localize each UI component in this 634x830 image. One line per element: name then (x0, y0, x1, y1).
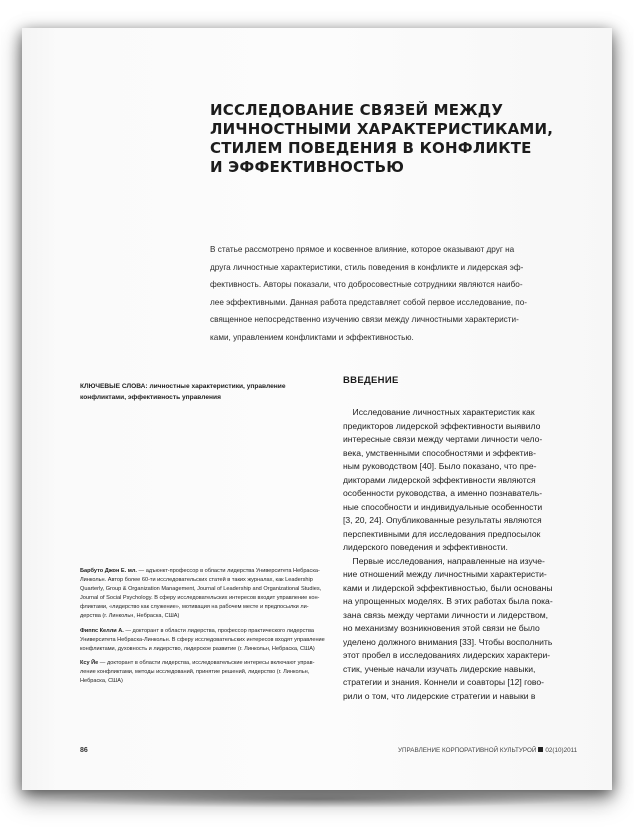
body-line: стик, ученые начали изучать лидерские навыки, (343, 663, 536, 674)
title-line: СТИЛЕМ ПОВЕДЕНИЯ В КОНФЛИКТЕ (210, 139, 532, 157)
body-line: Первые исследования, направленные на изуче- (343, 555, 545, 566)
body-line: ками и лидерской эффективностью, были основаны (343, 582, 553, 593)
author-note-line (80, 659, 332, 668)
body-line: зана связь между чертами личности и лидерством, (343, 609, 549, 620)
body-line: лидерского поведения и эффективности. (343, 542, 508, 552)
section-heading: ВВЕДЕНИЕ (343, 375, 399, 386)
keywords-text: конфликтами, эффективность управления (80, 394, 221, 401)
author-bio: — докторант в области лидерства, профессор практического лидерства (123, 627, 314, 634)
author-name: Барбуто Джон Е. мл. (80, 568, 137, 574)
abstract-line: лее эффективными. Данная работа представляет собой первое исследование, по- (210, 297, 528, 307)
title-line: ЛИЧНОСТНЫМИ ХАРАКТЕРИСТИКАМИ, (210, 120, 554, 138)
body-line: ные способности и индивидуальные особенности (343, 501, 543, 512)
body-line: перспективными для исследования предпосылок (343, 528, 541, 539)
abstract-line: фективность. Авторы показали, что добросовестные сотрудники являются наибо- (210, 280, 523, 290)
author-bio: — адъюнкт-профессор в области лидерства Университета Небраска- (137, 568, 320, 574)
author-note-line (80, 567, 332, 576)
body-line: но механизму возникновения этой связи не было (343, 623, 540, 633)
journal-name: УПРАВЛЕНИЕ КОРПОРАТИВНОЙ КУЛЬТУРОЙ (398, 747, 537, 754)
body-line: стратегии и знания. Коннели и соавторы [12] гово- (343, 677, 544, 687)
author-note (80, 627, 332, 654)
keywords-text: личностные характеристики, управление (149, 383, 286, 390)
body-line: интересные связи между чертами личности чело- (343, 434, 543, 444)
title-line: И ЭФФЕКТИВНОСТЬЮ (210, 158, 405, 176)
body-line: дикторами лидерской эффективности являются (343, 474, 536, 485)
body-line: ние отношений между личностными характеристи- (343, 569, 547, 579)
title-line: ИССЛЕДОВАНИЕ СВЯЗЕЙ МЕЖДУ (210, 101, 504, 119)
author-bio: Journal of Social Psychology. В сферу исследовательских интересов входит управление кон- (80, 595, 320, 602)
author-note-line (80, 627, 332, 636)
abstract-line: ками, управлением конфликтами и эффективностью. (210, 332, 414, 342)
square-bullet-icon (538, 747, 543, 752)
author-note (80, 659, 332, 686)
keywords-line (80, 381, 330, 392)
author-bio: фликтами, «лидерство как служение», мотивация на рабочем месте и предпосылки ли- (80, 604, 309, 611)
author-bio: — докторант в области лидерства, исследовательские интересы включают управ- (98, 659, 315, 666)
author-bio: Линкольн. Автор более 60-ти исследовательских статей в таких журналах, как Leadership (80, 577, 313, 584)
keywords-label: КЛЮЧЕВЫЕ СЛОВА: (80, 383, 148, 390)
author-bio: Университета Небраска-Линкольн. В сферу исследовательских интересов входят управление (80, 636, 325, 643)
author-bio: Небраска, США) (80, 678, 123, 685)
abstract-line: В статье рассмотрено прямое и косвенное влияние, которое оказывают друг на (210, 245, 515, 254)
body-line: особенности руководства, а именно познаватель- (343, 488, 543, 498)
author-notes (80, 567, 332, 691)
author-name: Фиппс Келли А. (80, 627, 124, 634)
body-text (343, 406, 591, 703)
body-line: уделено должного внимания [33]. Чтобы восполнить (343, 636, 553, 647)
article-title (210, 101, 570, 177)
article-abstract (210, 241, 588, 347)
body-line: предикторов лидерской эффективности выявило (343, 420, 541, 431)
body-line: [3, 20, 24]. Опубликованные результаты являются (343, 515, 542, 525)
body-line: века, умственными способностями и эффектив- (343, 447, 536, 458)
running-footer (398, 747, 577, 754)
author-name: Ксу Йе (80, 659, 99, 666)
page-shadow (40, 790, 594, 808)
body-line: Исследование личностных характеристик как (343, 407, 535, 417)
body-line: ным руководством [40]. Было показано, что пре- (343, 461, 537, 471)
author-bio: ление конфликтами, методы исследований, принятие решений, лидерство (г. Линкольн, (80, 668, 310, 675)
author-bio: дерства (г. Линкольн, Небраска, США) (80, 613, 180, 620)
body-line: рили о том, что лидерские стратегии и навыки в (343, 690, 536, 701)
body-line: этот пробел в исследованиях лидерских характери- (343, 650, 551, 660)
keywords-block (80, 381, 330, 403)
author-bio: Quarterly, Group & Organization Management, Journal of Leadership and Organizational Studies, (80, 586, 322, 593)
author-bio: конфликтами, духовность и лидерство, лидерское развитие (г. Линкольн, Небраска, США) (80, 645, 315, 652)
page-number: 86 (80, 747, 88, 754)
journal-issue: 02(10)2011 (545, 747, 578, 754)
abstract-line: священное непосредственно изучению связи между личностными характеристи- (210, 315, 519, 325)
author-note (80, 567, 332, 622)
body-line: на упрощенных моделях. В этих работах была пока- (343, 596, 553, 606)
abstract-line: друга личностные характеристики, стиль поведения в конфликте и лидерская эф- (210, 262, 524, 272)
